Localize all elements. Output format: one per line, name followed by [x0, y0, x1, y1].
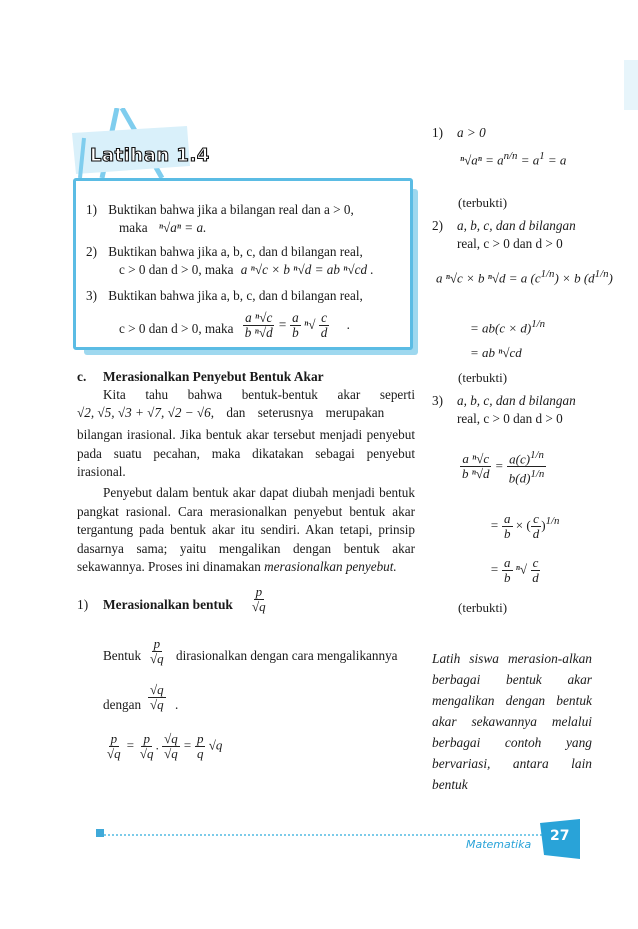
paragraph-1-line2	[77, 404, 415, 423]
footer-bullet-icon	[96, 829, 104, 837]
exercise-item-formula: ⁿ√aⁿ = a.	[158, 220, 207, 235]
formula-tail: .	[346, 316, 350, 332]
bentuk-rest: dirasionalkan dengan cara mengalikannya	[176, 648, 398, 663]
dengan-label: dengan	[103, 697, 142, 712]
exercise-item-text: Buktikan bahwa jika a, b, c, dan d bilangan real,	[108, 288, 363, 303]
exercise-title: Latihan 1.4	[90, 145, 210, 166]
formula-equals: =	[277, 316, 287, 332]
bentuk-fraction: $\frac{p}{√q}$	[150, 636, 164, 666]
answer-2-condition-1: a, b, c, dan d bilangan	[457, 218, 576, 233]
page-edge-tab	[624, 60, 638, 110]
subsection-heading: Merasionalkan bentuk	[103, 597, 233, 612]
answer-2-equation-3: = ab ⁿ√cd	[470, 345, 522, 360]
subsection-fraction: $\frac{p}{√q}$	[252, 584, 266, 614]
dengan-tail: .	[175, 697, 179, 712]
answer-3-equation-2: = $\frac{a}{b}$ × ( $\frac{c}{d}$ )$^{1/n}$	[490, 511, 560, 541]
paragraph-1-start: Kita tahu bahwa bentuk-bentuk akar seperti	[103, 387, 415, 402]
teacher-sidenote: Latih siswa merasion-alkan berbagai bentuk akar mengalikan dengan bentuk akar sekawannya melalui berbagai contoh yang bervariasi, antara lain bentuk	[432, 651, 592, 792]
paragraph-2-italic: merasionalkan penyebut.	[264, 559, 397, 575]
paragraph-1-rest: bilangan irasional. Jika bentuk akar tersebut menjadi penyebut pada suatu pecahan, maka dikatakan sebagai penyebut irasional.	[77, 427, 415, 480]
dengan-fraction: $\frac{√q}{√q}$	[150, 682, 164, 712]
exercise-item-1	[86, 201, 354, 237]
exercise-item-number: 3)	[86, 288, 97, 303]
paragraph-2-text: Penyebut dalam bentuk akar dapat diubah menjadi bentuk pangkat rasional. Cara merasionalkan penyebut bentuk akar tergantung pada bentuk akar itu sendiri. Akan tetapi, prinsip dasarnya sama; yaitu mengalikan dengan bentuk akar sekawannya. Proses ini dinamakan	[77, 485, 415, 575]
exercise-item-text2: maka	[119, 220, 148, 235]
page-number: 27	[550, 828, 570, 844]
answer-1-terbukti: (terbukti)	[458, 195, 508, 210]
answer-1-equation: $^n√a^n = a^{n/n} = a^1 = a$	[460, 150, 567, 168]
answer-3-condition-2: real, c > 0 dan d > 0	[457, 411, 563, 426]
exercise-box	[73, 178, 413, 350]
formula-root: ⁿ√	[304, 316, 316, 332]
answer-1-number: 1)	[432, 125, 443, 140]
answer-1-condition: a > 0	[457, 125, 486, 140]
example-roots: √2, √5, √3 + √7, √2 − √6	[77, 405, 211, 420]
bentuk-label: Bentuk	[103, 648, 142, 663]
answer-3-equation-3: = $\frac{a}{b}$ ⁿ√ $\frac{c}{d}$	[490, 555, 539, 585]
exercise-item-2	[86, 243, 374, 279]
exercise-item-text2: c > 0 dan d > 0, maka	[119, 320, 234, 336]
subsection-number: 1)	[77, 597, 89, 612]
answer-3-terbukti: (terbukti)	[458, 600, 508, 615]
formula-fraction: $\frac{\text{a ⁿ√c}}{\text{b ⁿ√d}}$	[244, 310, 273, 340]
exercise-item-number: 2)	[86, 244, 97, 259]
exercise-item-3	[86, 287, 363, 340]
answer-2-condition-2: real, c > 0 dan d > 0	[457, 236, 563, 251]
footer-divider	[100, 834, 570, 836]
answer-2-equation-1: a ⁿ√c × b ⁿ√d = a $(c^{1/n}) \times b$ $(d^{1/n})$	[436, 268, 613, 286]
answer-2-equation-2: = $ab(c \times d)^{1/n}$	[470, 318, 546, 336]
paragraph-1-mid: , dan seterusnya merupakan	[210, 405, 385, 420]
formula-fraction: $\frac{c}{d}$	[320, 310, 328, 340]
exercise-item-text2: c > 0 dan d > 0, maka	[119, 262, 234, 277]
answer-3-number: 3)	[432, 393, 443, 408]
paragraph-2	[77, 484, 415, 577]
exercise-item-formula: a ⁿ√c × b ⁿ√d = ab ⁿ√cd .	[240, 262, 374, 277]
easel-board-icon	[62, 108, 192, 178]
answer-3-condition-1: a, b, c, dan d bilangan	[457, 393, 576, 408]
answer-2-terbukti: (terbukti)	[458, 370, 508, 385]
section-label: c.	[77, 369, 87, 384]
exercise-item-number: 1)	[86, 202, 97, 217]
exercise-item-text: Buktikan bahwa jika a, b, c, dan d bilangan real,	[108, 244, 363, 259]
footer-subject: Matematika	[466, 838, 532, 851]
answer-3-equation-1: $\frac{\text{a ⁿ√c}}{\text{b ⁿ√d}}$ = $\frac{a(c)^{1/n}}{b(d)^{1/n}}$	[462, 449, 545, 486]
section-heading: Merasionalkan Penyebut Bentuk Akar	[103, 369, 324, 384]
answer-2-number: 2)	[432, 218, 443, 233]
formula-fraction: $\frac{a}{b}$	[292, 310, 299, 340]
rationalize-equation: $\frac{p}{√q}$ = $\frac{p}{√q}$ . $\frac{√q}{√q}$ = $\frac{p}{q}$ √q	[107, 731, 223, 761]
exercise-item-text: Buktikan bahwa jika a bilangan real dan a > 0,	[108, 202, 354, 217]
